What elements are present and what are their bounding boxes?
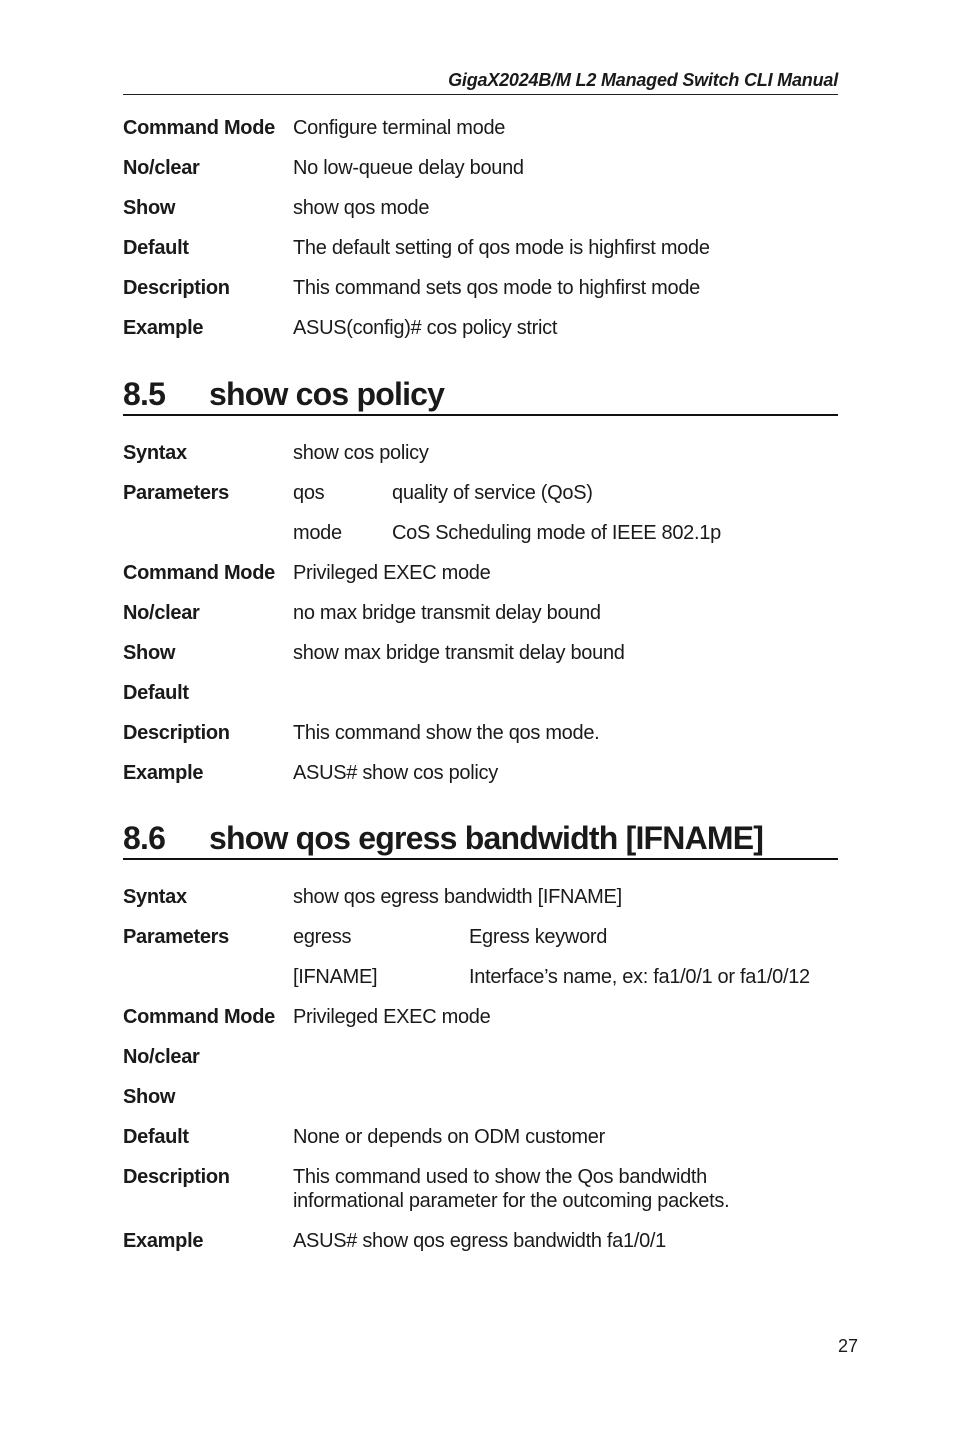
label-example: Example <box>123 762 204 784</box>
row-description <box>123 721 838 761</box>
param-description: Interface’s name, ex: fa1/0/1 or fa1/0/12 <box>469 966 810 988</box>
value-command-mode: Configure terminal mode <box>293 117 506 139</box>
section-heading-8-5 <box>123 376 838 416</box>
value-syntax: show cos policy <box>293 442 429 464</box>
row-parameter <box>123 521 838 561</box>
section-heading-8-6 <box>123 820 838 860</box>
label-syntax: Syntax <box>123 442 187 464</box>
row-syntax <box>123 441 838 481</box>
row-noclear <box>123 1045 838 1085</box>
param-name: mode <box>293 522 342 544</box>
row-example <box>123 761 838 801</box>
value-syntax: show qos egress bandwidth [IFNAME] <box>293 886 622 908</box>
label-default: Default <box>123 682 189 704</box>
value-show: show max bridge transmit delay bound <box>293 642 625 664</box>
label-noclear: No/clear <box>123 1046 200 1068</box>
value-default: None or depends on ODM customer <box>293 1126 605 1148</box>
section-number: 8.5 <box>123 376 166 412</box>
param-description: CoS Scheduling mode of IEEE 802.1p <box>392 522 721 544</box>
param-name: egress <box>293 926 352 948</box>
row-default <box>123 236 838 276</box>
command-table-8-5 <box>123 441 838 801</box>
row-noclear <box>123 601 838 641</box>
label-example: Example <box>123 1230 204 1252</box>
section-number: 8.6 <box>123 820 166 856</box>
value-noclear: No low-queue delay bound <box>293 157 524 179</box>
param-description: Egress keyword <box>469 926 608 948</box>
row-example <box>123 1229 838 1269</box>
section-title: show qos egress bandwidth [IFNAME] <box>209 820 764 856</box>
row-syntax <box>123 885 838 925</box>
label-show: Show <box>123 1086 176 1108</box>
value-command-mode: Privileged EXEC mode <box>293 1006 491 1028</box>
section-title: show cos policy <box>209 376 445 412</box>
row-show <box>123 641 838 681</box>
value-example: ASUS# show cos policy <box>293 762 498 784</box>
label-command-mode: Command Mode <box>123 1006 275 1028</box>
label-parameters: Parameters <box>123 926 229 948</box>
row-parameter <box>123 965 838 1005</box>
row-command-mode <box>123 561 838 601</box>
value-default: The default setting of qos mode is highfirst mode <box>293 237 710 259</box>
row-description <box>123 276 838 316</box>
manual-title: GigaX2024B/M L2 Managed Switch CLI Manual <box>448 70 838 90</box>
label-parameters: Parameters <box>123 482 229 504</box>
value-description: This command show the qos mode. <box>293 722 600 744</box>
running-header <box>123 68 838 95</box>
row-default <box>123 1125 838 1165</box>
param-name: qos <box>293 482 325 504</box>
label-description: Description <box>123 1166 230 1188</box>
row-noclear <box>123 156 838 196</box>
label-command-mode: Command Mode <box>123 562 275 584</box>
label-default: Default <box>123 1126 189 1148</box>
label-example: Example <box>123 317 204 339</box>
label-description: Description <box>123 277 230 299</box>
param-name: [IFNAME] <box>293 966 378 988</box>
value-command-mode: Privileged EXEC mode <box>293 562 491 584</box>
row-command-mode <box>123 116 838 156</box>
value-description: This command used to show the Qos bandwidth informational parameter for the outcoming packets. <box>293 1166 730 1212</box>
page-number: 27 <box>838 1336 859 1356</box>
label-noclear: No/clear <box>123 602 200 624</box>
label-show: Show <box>123 197 176 219</box>
row-show <box>123 196 838 236</box>
row-parameters <box>123 481 838 521</box>
value-noclear: no max bridge transmit delay bound <box>293 602 601 624</box>
command-table-8-6 <box>123 885 838 1269</box>
row-example <box>123 316 838 356</box>
row-default <box>123 681 838 721</box>
value-show: show qos mode <box>293 197 430 219</box>
label-default: Default <box>123 237 189 259</box>
value-example: ASUS(config)# cos policy strict <box>293 317 558 339</box>
command-table-previous <box>123 116 838 356</box>
row-show <box>123 1085 838 1125</box>
row-description <box>123 1165 838 1229</box>
row-command-mode <box>123 1005 838 1045</box>
row-parameters <box>123 925 838 965</box>
label-noclear: No/clear <box>123 157 200 179</box>
label-description: Description <box>123 722 230 744</box>
value-example: ASUS# show qos egress bandwidth fa1/0/1 <box>293 1230 666 1252</box>
value-description: This command sets qos mode to highfirst mode <box>293 277 700 299</box>
label-syntax: Syntax <box>123 886 187 908</box>
label-command-mode: Command Mode <box>123 117 275 139</box>
param-description: quality of service (QoS) <box>392 482 593 504</box>
label-show: Show <box>123 642 176 664</box>
